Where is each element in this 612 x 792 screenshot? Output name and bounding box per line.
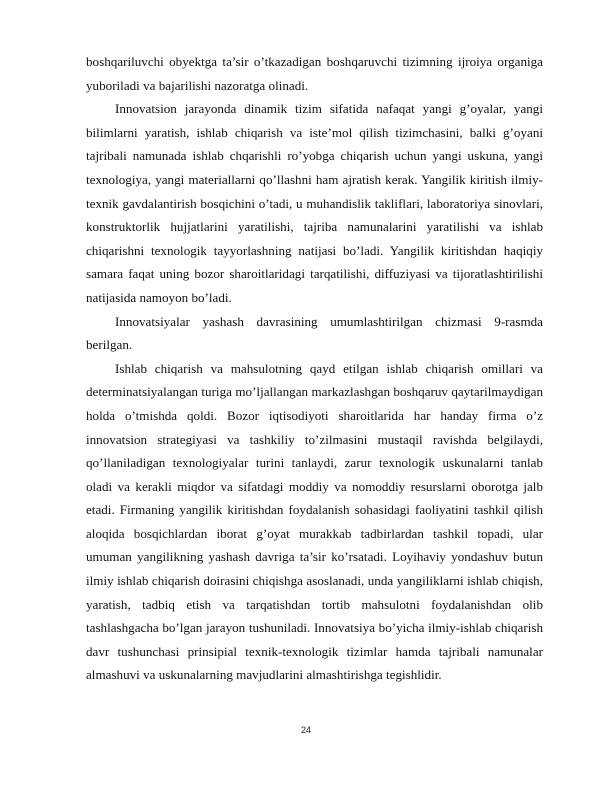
paragraph-market-economy: Ishlab chiqarish va mahsulotning qayd etilgan ishlab chiqarish omillari va determinatsiyalangan turiga mo’ljallangan markazlashgan boshqaruv qaytarilmaydigan holda o’tmishda qoldi. Bozor iqtisodiyoti sharoitlarida har handay firma o’z innovatsion strategiyasi va tashkiliy to’zilmasini mustaqil ravishda belgilaydi, qo’llaniladigan texnologiyalar turini tanlaydi, zarur texnologik uskunalarni tanlab oladi va kerakli miqdor va sifatdagi moddiy va nomoddiy resurslarni oborotga jalb etadi. Firmaning yangilik kiritishdan foydalanish sohasidagi faoliyatini tashkil qilish aloqida bosqichlardan iborat g’oyat murakkab tadbirlardan tashkil topadi, ular umuman yangilikning yashash davriga ta’sir ko’rsatadi. Loyihaviy yondashuv butun ilmiy ishlab chiqarish doirasini chiqishga asoslanadi, unda yangiliklarni ishlab chiqish, yaratish, tadbiq etish va tarqatishdan tortib mahsulotni foydalanishdan olib tashlashgacha bo’lgan jarayon tushuniladi. Innovatsiya bo’yicha ilmiy-ishlab chiqarish davr tushunchasi prinsipial texnik-texnologik tizimlar hamda tajribali namunalar almashuvi va uskunalarning mavjudlarini almashtirishga tegishlidir. bbox=[86, 360, 543, 683]
paragraph-lifecycle-figure-reference: Innovatsiyalar yashash davrasining umumlashtirilgan chizmasi 9-rasmda berilgan. bbox=[86, 313, 543, 353]
paragraph-continuation: boshqariluvchi obyektga ta’sir o’tkazadigan boshqaruvchi tizimning ijroiya organiga yuboriladi va bajarilishi nazoratga olinadi. bbox=[86, 54, 543, 93]
paragraph-innovation-process: Innovatsion jarayonda dinamik tizim sifatida nafaqat yangi g’oyalar, yangi bilimlarni yaratish, ishlab chiqarish va iste’mol qilish tizimchasini, balki g’oyani tajribali namunada ishlab chqarishli ro’yobga chiqarish uchun yangi uskuna, yangi texnologiya, yangi materiallarni qo’llashni ham ajratish kerak. Yangilik kiritish ilmiy-texnik gavdalantirish bosqichini o’tadi, u muhandislik takliflari, laboratoriya sinovlari, konstruktorlik hujjatlarini yaratilishi, tajriba namunalarini yaratilishi va ishlab chiqarishni texnologik tayyorlashning natijasi bo’ladi. Yangilik kiritishdan haqiqiy samara faqat uning bozor sharoitlaridagi tarqatilishi, diffuziyasi va tijoratlashtirilishi natijasida namoyon bo’ladi. bbox=[86, 101, 543, 305]
page-number: 24 bbox=[300, 725, 311, 735]
body-text bbox=[86, 50, 543, 687]
